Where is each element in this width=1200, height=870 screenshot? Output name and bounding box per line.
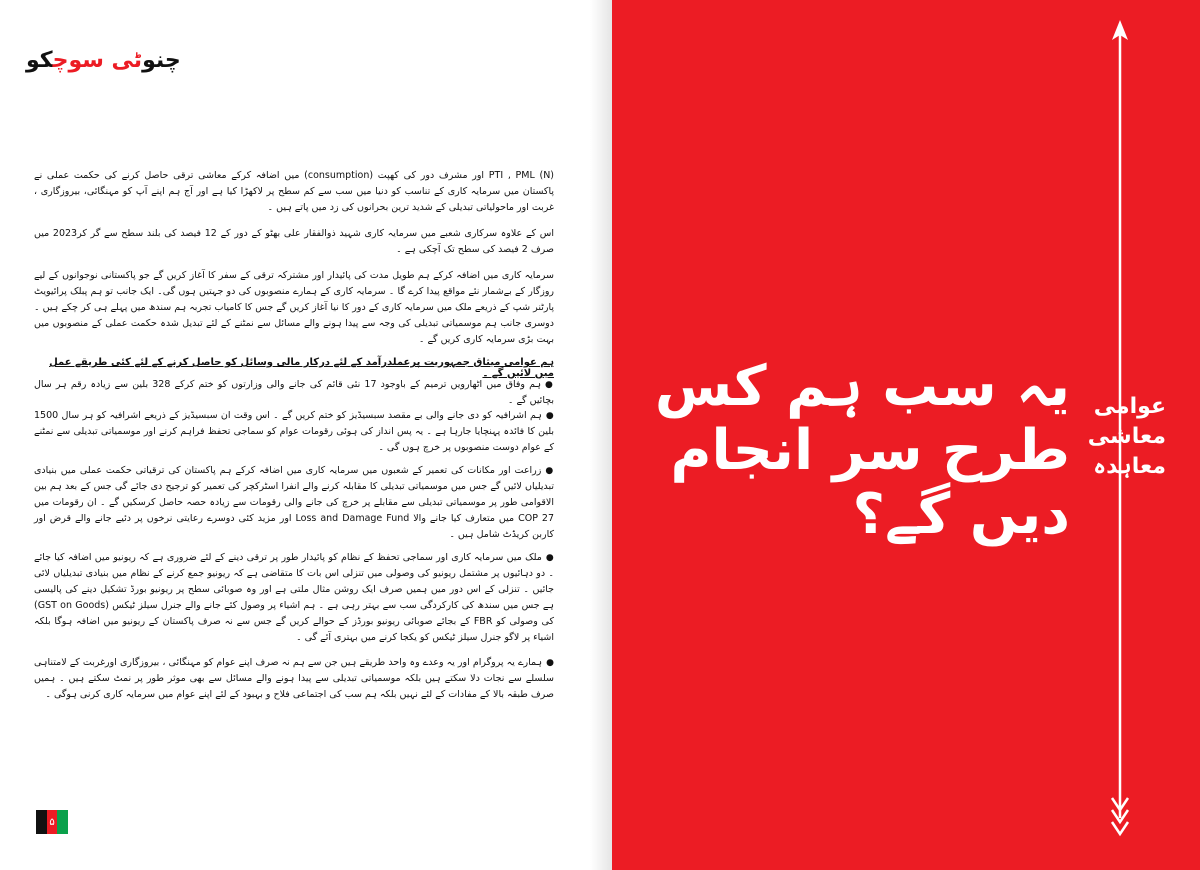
section-label (1076, 392, 1166, 482)
section-label-line: عوامی (1093, 394, 1166, 419)
page-title (650, 355, 1070, 547)
bullet-dot-icon: ● (545, 466, 554, 476)
bullet-text: ملک میں سرمایہ کاری اور سماجی تحفظ کے نظام کو پائیدار طور پر ترقی دینے کے لئے ضروری ہے کہ ریونیو میں اضافہ کیا جائے ۔ دو دہائیوں پر مشتمل ریونیو کی وصولی میں تنزلی اس بات کا متقاضی ہے کہ ریونیو جمع کرنے کے نظام میں بنیادی تبدیلیاں لائی جائیں ۔ تنزلی کے اس دور میں ہمیں صرف ایک روشن مثال ملتی ہے اور وہ صوبائی سطح پر ریونیو بورڈ تشکیل دینے کی پالیسی ہے جس میں سندھ کی کارکردگی سب سے بہتر رہی ہے ۔ ہم اشیاء پر وصول کئے جانے والے جنرل سیلز ٹیکس (GST on Goods) کی وصولی کو FBR کے بجائے صوبائی ریونیو بورڈز کے حوالے کریں گے جس سے نہ صرف پاکستان کے ریونیو میں اضافہ ہوگا بلکہ اشیاء پر لاگو جنرل سیلز ٹیکس کو یکجا کرنے میں بہتری آئے گی ۔ (34, 552, 554, 643)
title-line: طرح سر انجام (670, 418, 1070, 483)
logo-part-2: ٹی سوچ (52, 48, 143, 73)
title-line: دیں گے؟ (852, 482, 1070, 547)
page-number: ۵ (49, 816, 55, 828)
title-line: یہ سب ہم کس (654, 354, 1070, 419)
paragraph-2-text: اس کے علاوہ سرکاری شعبے میں سرمایہ کاری شہید ذوالفقار علی بھٹو کے دور کے 12 فیصد کی بلند سطح سے گر کر2023 میں صرف 2 فیصد کی سطح تک آچکی ہے ۔ (34, 228, 554, 255)
section-heading: ہم عوامی میثاق جمہوریت پرعملدرآمد کے لئے درکار مالی وسائل کو حاصل کرنے کے لئے کئی طریقے عمل میں لائیں گے ۔ (49, 357, 554, 379)
paragraph-3-text: سرمایہ کاری میں اضافہ کرکے ہم طویل مدت کی پائیدار اور مشترکہ ترقی کے سفر کا آغاز کریں گے جو پاکستانی نوجوانوں کے لیے روزگار کے بےشمار نئے مواقع پیدا کرے گا ۔ سرمایہ کاری کے ہمارے منصوبوں کی دو جہتیں ہوں گی۔ ایک جانب تو ہم پبلک پرائیویٹ پارٹنر شپ کے ذریعے ملک میں سرمایہ کاری کے دور کا نیا آغاز کریں گے جس کا کامیاب تجربہ ہم سندھ میں پہلے ہی کر چکے ہیں ۔ دوسری جانب ہم موسمیاتی تبدیلی کی وجہ سے پیدا ہونے والے مسائل سے نمٹنے کے لئے تبدیل شدہ حکمت عملی کے منصوبوں میں بہت بڑی سرمایہ کاری کریں گے ۔ (34, 270, 554, 345)
logo-part-3: کو (26, 48, 53, 73)
bullet-text: ہم اشرافیہ کو دی جانے والی بے مقصد سبسیڈیز کو ختم کریں گے ۔ اس وقت ان سبسیڈیز کے ذریعے اشرافیہ کو ہر سال 1500 بلین کا فائدہ پہنچایا جارہا ہے ۔ یہ پس انداز کی ہوئی رقومات عوام کو سماجی تحفظ فراہم کرنے اور موسمیاتی تبدیلی سے نمٹنے کے عوام دوست منصوبوں پر خرچ ہوں گی ۔ (34, 410, 554, 453)
logo-part-1: چنو (142, 48, 181, 73)
bullet-dot-icon: ● (545, 411, 554, 421)
publication-logo (26, 48, 181, 78)
paragraph-2 (34, 226, 554, 258)
bullet-item (34, 550, 554, 646)
paragraph-1-text: PTI , PML (N) اور مشرف دور کی کھپت (consumption) میں اضافہ کرکے معاشی ترقی حاصل کرنے کی حکمت عملی نے پاکستان میں سرمایہ کاری کے تناسب کو دنیا میں سب سے کم سطح پر لاکھڑا کیا ہے اور آج ہم اپنے آپ کو مہنگائی، بیروزگاری ، غربت اور ماحولیاتی تبدیلی کے شدید ترین بحرانوں کی زد میں پاتے ہیں ۔ (34, 170, 555, 213)
paragraph-3 (34, 268, 554, 348)
bullet-text: ہم وفاق میں اٹھارویں ترمیم کے باوجود 17 نئی قائم کی جانے والی وزارتوں کو ختم کرکے 328 بلین سے زیادہ رقم ہر سال بچائیں گے ۔ (34, 379, 554, 406)
section-label-line: معاہدہ (1093, 454, 1166, 479)
bullet-text: زراعت اور مکانات کی تعمیر کے شعبوں میں سرمایہ کاری میں اضافہ کرکے ہم پاکستان کی ترقیاتی حکمت عملی میں بنیادی تبدیلیاں لائیں گے جس میں موسمیاتی تبدیلی کا مقابلہ کرنے والے انفرا اسٹرکچر کی تعمیر کو ترجیح دی جائے گی جس کے بعد ہم بین الاقوامی طور پر موسمیاتی تبدیلی سے مقابلے پر خرچ کی جانے والی رقومات سے زیادہ حصہ حاصل کرسکیں گے ۔ ان رقومات میں COP 27 میں متعارف کیا جانے والا Loss and Damage Fund اور مزید کئی دوسرے رعایتی نرخوں پر دئیے جانے والے قرض اور کاربن کریڈٹ شامل ہیں ۔ (34, 465, 554, 540)
bullet-text: ہمارے یہ پروگرام اور یہ وعدے وہ واحد طریقے ہیں جن سے ہم نہ صرف اپنے عوام کو مہنگائی ، بیروزگاری اورغربت کے لامتناہی سلسلے سے نجات دلا سکتے ہیں بلکہ موسمیاتی تبدیلی سے پیدا ہونے والے مسائل سے بھی موثر طور پر نمٹ سکتے ہیں ۔ ہمیں صرف طبقہ بالا کے مفادات کے لئے نہیں بلکہ ہم سب کی اجتماعی فلاح و بہبود کے لئے اپنے عوام میں سرمایہ کاری کرنی ہوگی ۔ (34, 657, 554, 700)
bullet-dot-icon: ● (545, 553, 554, 563)
bullet-item (34, 463, 554, 543)
bullet-item (34, 655, 554, 703)
bullet-item (34, 377, 554, 409)
bullet-dot-icon: ● (546, 658, 554, 668)
section-label-line: معاشی (1087, 424, 1166, 449)
bullet-dot-icon: ● (545, 380, 554, 390)
page-gutter (590, 0, 612, 870)
paragraph-1 (34, 168, 554, 216)
bullet-item (34, 408, 554, 456)
